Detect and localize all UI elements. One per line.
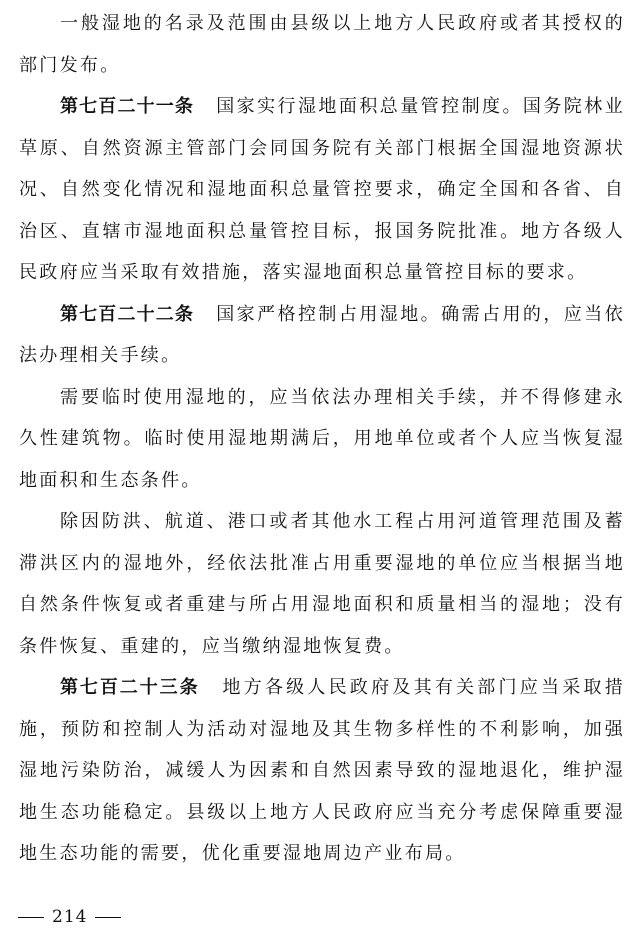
document-page bbox=[19, 3, 625, 875]
page-number: 214 bbox=[52, 907, 88, 927]
article-number: 第七百二十二条 bbox=[60, 303, 195, 325]
paragraph-temporary-use bbox=[19, 377, 625, 502]
left-dash bbox=[18, 917, 44, 918]
article-number: 第七百二十三条 bbox=[60, 677, 200, 698]
article-722 bbox=[19, 294, 625, 377]
paragraph-text: 除因防洪、航道、港口或者其他水工程占用河道管理范围及蓄滞洪区内的湿地外，经依法批准占用重要湿地的单位应当根据当地自然条件恢复或者重建与所占用湿地面积和质量相当的湿地；没有条件恢复、重建的，应当缴纳湿地恢复费。 bbox=[19, 511, 625, 657]
right-dash bbox=[95, 917, 121, 918]
paragraph-text: 一般湿地的名录及范围由县级以上地方人民政府或者其授权的部门发布。 bbox=[19, 13, 625, 76]
article-text: 地方各级人民政府及其有关部门应当采取措施，预防和控制人为活动对湿地及其生物多样性的不利影响，加强湿地污染防治，减缓人为因素和自然因素导致的湿地退化，维护湿地生态功能稳定。县级以上地方人民政府应当充分考虑保障重要湿地生态功能的需要，优化重要湿地周边产业布局。 bbox=[19, 677, 626, 864]
paragraph-text: 需要临时使用湿地的，应当依法办理相关手续，并不得修建永久性建筑物。临时使用湿地期满后，用地单位或者个人应当恢复湿地面积和生态条件。 bbox=[19, 386, 625, 491]
page-footer bbox=[10, 907, 129, 927]
paragraph-restoration bbox=[19, 501, 625, 667]
article-text: 国家严格控制占用湿地。确需占用的，应当依法办理相关手续。 bbox=[19, 303, 626, 366]
article-text: 国家实行湿地面积总量管控制度。国务院林业草原、自然资源主管部门会同国务院有关部门根据全国湿地资源状况、自然变化情况和湿地面积总量管控要求，确定全国和各省、自治区、直辖市湿地面积总量管控目标，报国务院批准。地方各级人民政府应当采取有效措施，落实湿地面积总量管控目标的要求。 bbox=[19, 96, 626, 283]
article-721 bbox=[19, 86, 625, 294]
article-number: 第七百二十一条 bbox=[60, 96, 195, 117]
article-723 bbox=[19, 667, 625, 875]
paragraph-1 bbox=[19, 3, 625, 86]
